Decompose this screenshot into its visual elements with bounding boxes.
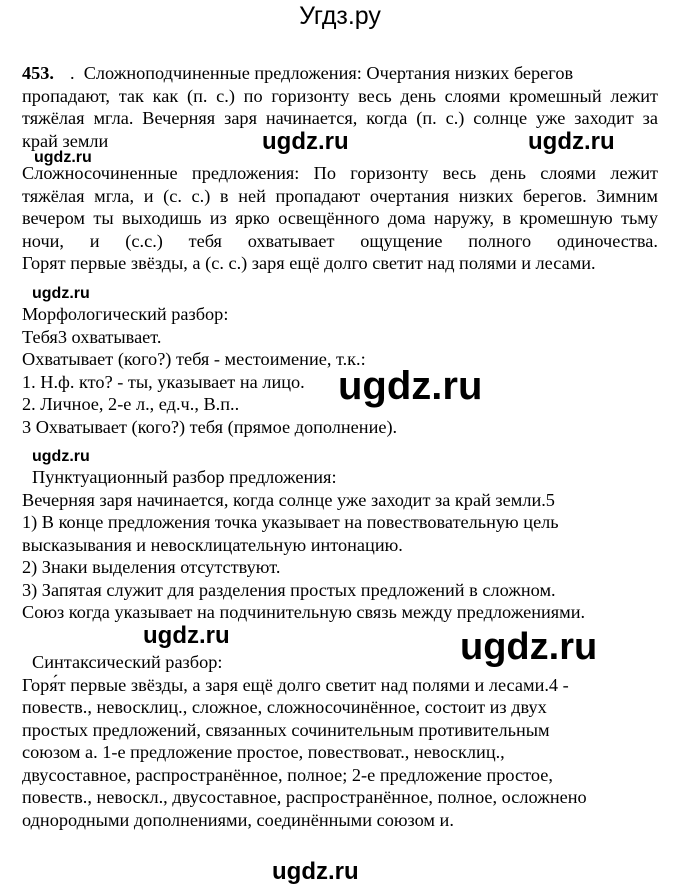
morph-line-3: 1. Н.ф. кто? - ты, указывает на лицо. <box>22 371 305 392</box>
morph-title: Морфологический разбор: <box>22 304 229 324</box>
compound-line-1: Сложносочиненные предложения: По горизонту весь день слоями лежит <box>22 163 658 183</box>
punct-line-5: 3) Запятая служит для разделения простых предложений в сложном. <box>22 579 556 600</box>
punct-title: Пунктуационный разбор предложения: <box>32 467 337 487</box>
exercise-dot: . <box>70 63 75 83</box>
syntax-title: Синтаксический разбор: <box>32 652 223 672</box>
punct-line-6: Союз когда указывает на подчинительную связь между предложениями. <box>22 602 586 622</box>
syntax-line-7: однородными дополнениями, соединёнными союзом и. <box>22 809 454 830</box>
watermark: ugdz.ru <box>34 149 92 166</box>
exercise-block-compound <box>22 162 658 275</box>
watermark: ugdz.ru <box>262 128 349 155</box>
watermark: ugdz.ru <box>143 622 230 649</box>
punct-line-1: Вечерняя заря начинается, когда солнце уже заходит за край земли.5 <box>22 489 555 510</box>
watermark: ugdz.ru <box>528 128 615 155</box>
punct-block <box>22 466 658 624</box>
compound-line-5: Горят первые звёзды, а (с. с.) заря ещё долго светит над полями и лесами. <box>22 253 596 273</box>
punct-line-3: высказывания и невосклицательную интонацию. <box>22 534 403 555</box>
watermark: ugdz.ru <box>272 858 359 885</box>
site-title: Угдз.ру <box>299 2 381 30</box>
syntax-line-2: повеств., невосклиц., сложное, сложносочинённое, состоит из двух <box>22 697 547 717</box>
syntax-block <box>22 651 658 831</box>
morph-line-5: 3 Охватывает (кого?) тебя (прямое дополнение). <box>22 416 398 437</box>
compound-line-2: тяжёлая мгла, и (с. с.) в ней пропадают очертания низких берегов. Зимним <box>22 185 658 206</box>
compound-line-3: вечером ты выходишь из ярко освещённого дома наружу, в кромешную тьму <box>22 208 658 228</box>
watermark: ugdz.ru <box>32 285 90 302</box>
morph-line-4: 2. Личное, 2-е л., ед.ч., В.п.. <box>22 394 240 414</box>
punct-line-4: 2) Знаки выделения отсутствуют. <box>22 557 281 577</box>
syntax-line-3: простых предложений, связанных сочинительным противительным <box>22 719 550 740</box>
subordinate-intro: Сложноподчиненные предложения: Очертания низких берегов <box>83 63 574 83</box>
morph-line-2: Охватывает (кого?) тебя - местоимение, т.к.: <box>22 349 366 369</box>
syntax-line-1: Горя́т первые звёзды, а заря ещё долго светит над полями и лесами.4 - <box>22 674 569 695</box>
subordinate-line-2: пропадают, так как (п. с.) по горизонту весь день слоями кромешный лежит <box>22 85 658 106</box>
watermark: ugdz.ru <box>460 626 598 668</box>
punct-line-2: 1) В конце предложения точка указывает на повествовательную цель <box>22 512 559 532</box>
watermark: ugdz.ru <box>32 448 90 465</box>
subordinate-line-3: тяжёлая мгла. Вечерняя заря начинается, когда (п. с.) солнце уже заходит за <box>22 108 658 128</box>
watermark: ugdz.ru <box>338 364 483 408</box>
subordinate-line-4: край земли <box>22 130 109 151</box>
exercise-number: 453. <box>22 63 54 83</box>
syntax-line-4: союзом а. 1-е предложение простое, повествоват., невосклиц., <box>22 742 505 762</box>
morph-line-1: Тебя3 охватывает. <box>22 326 162 347</box>
compound-line-4: ночи, и (с.с.) тебя охватывает ощущение полного одиночества. <box>22 230 658 251</box>
syntax-line-6: повеств., невоскл., двусоставное, распространённое, полное, осложнено <box>22 787 587 807</box>
syntax-line-5: двусоставное, распространённое, полное; 2-е предложение простое, <box>22 764 553 785</box>
